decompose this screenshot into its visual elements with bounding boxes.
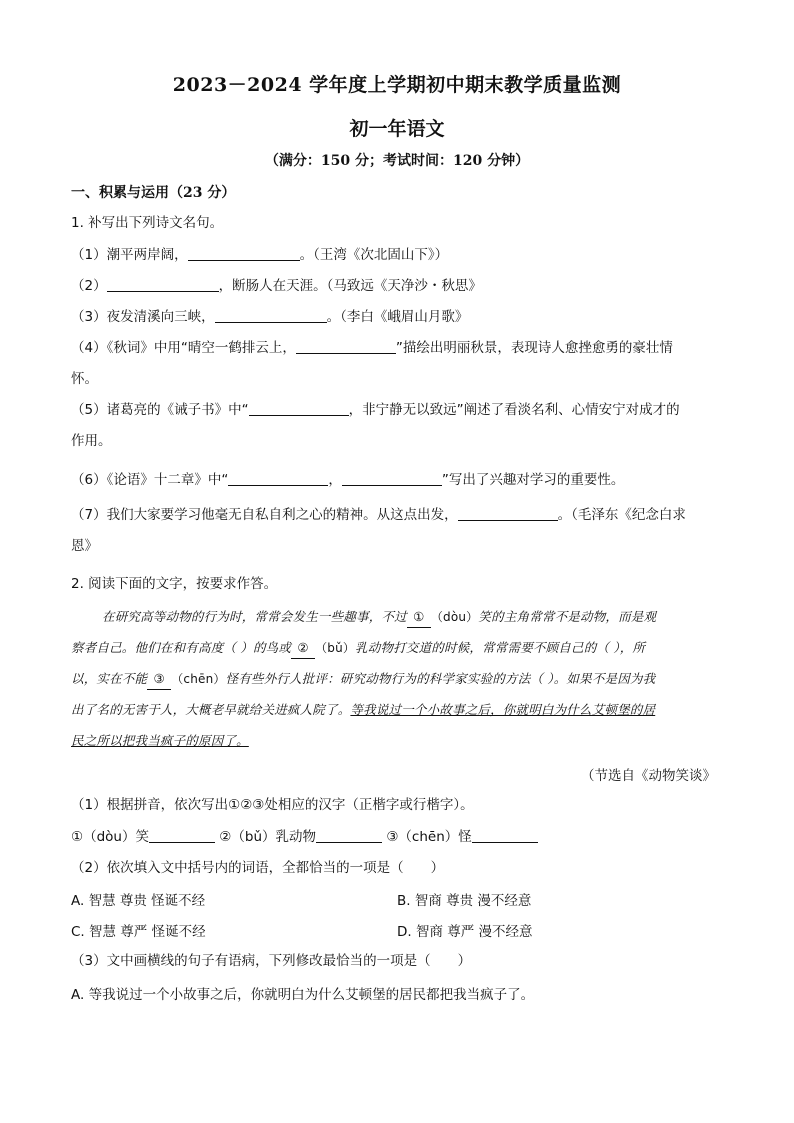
sub1-a-label: ①（dòu）笑 <box>71 829 149 845</box>
q1-item-2-pre: （2） <box>71 278 107 294</box>
passage-text: 乳动物打交道的时候，常常需要不顾自己的（ ），所 <box>355 640 646 655</box>
answer-blank[interactable] <box>107 276 219 292</box>
q2-sub3-stem: （3）文中画横线的句子有语病，下列修改最恰当的一项是（ ） <box>71 953 472 969</box>
passage-source: （节选自《动物笑谈》 <box>581 768 716 784</box>
underlined-sentence: 等我说过一个小故事之后，你就明白为什么艾顿堡的居 <box>350 702 656 717</box>
q1-item-4-post: ”描绘出明丽秋景，表现诗人愈挫愈勇的豪壮情 <box>395 340 673 356</box>
blank-marker-2: ② <box>291 638 315 659</box>
passage-text: 在研究高等动物的行为时，常常会发生一些趣事，不过 <box>102 609 407 624</box>
q1-item-3-pre: （3）夜发清溪向三峡， <box>71 309 215 325</box>
answer-blank[interactable] <box>228 470 328 486</box>
q1-item-7-cont: 恩》 <box>71 538 98 554</box>
answer-blank[interactable] <box>472 827 538 843</box>
exam-info: （满分：150 分；考试时间：120 分钟） <box>264 153 530 169</box>
q1-item-2 <box>71 276 482 296</box>
q1-item-1-pre: （1）潮平两岸阔， <box>71 247 188 263</box>
answer-blank[interactable] <box>316 827 382 843</box>
q1-item-3-post: 。（李白《峨眉山月歌》 <box>326 309 469 325</box>
q2-sub1-stem: （1）根据拼音，依次写出①②③处相应的汉字（正楷字或行楷字）。 <box>71 797 474 813</box>
answer-blank[interactable] <box>458 505 558 521</box>
q1-stem: 1. 补写出下列诗文名句。 <box>71 215 224 231</box>
section-heading: 一、积累与运用（23 分） <box>71 185 236 201</box>
q1-item-6-pre: （6）《论语》十二章》中“ <box>71 472 229 488</box>
option-a[interactable]: A. 等我说过一个小故事之后，你就明白为什么艾顿堡的居民都把我当疯子了。 <box>71 987 535 1003</box>
blank-marker-1: ① <box>407 607 431 628</box>
passage-line-4 <box>71 700 655 720</box>
option-c[interactable]: C. 智慧 尊严 怪诞不经 <box>71 924 206 940</box>
passage-line-3 <box>71 669 655 690</box>
pinyin-1: （dòu） <box>430 610 479 624</box>
q1-item-5-post: ，非宁静无以致远”阐述了看淡名利、心情安宁对成才的 <box>348 402 680 418</box>
option-d[interactable]: D. 智商 尊严 漫不经意 <box>397 924 533 940</box>
q1-item-3 <box>71 307 468 327</box>
blank-marker-3: ③ <box>147 669 171 690</box>
q1-item-5-cont: 作用。 <box>71 433 112 449</box>
sub1-b-label: ②（bǔ）乳动物 <box>219 829 317 845</box>
pinyin-3: （chēn） <box>171 672 226 686</box>
q1-item-6-mid: ， <box>328 472 342 488</box>
answer-blank[interactable] <box>342 470 442 486</box>
exam-subtitle: 初一年语文 <box>349 118 445 140</box>
answer-blank[interactable] <box>249 400 349 416</box>
passage-text: 以，实在不能 <box>71 671 148 686</box>
exam-title: 2023－2024 学年度上学期初中期末教学质量监测 <box>172 74 622 96</box>
passage-line-1 <box>102 607 656 628</box>
q1-item-1-post: 。（王湾《次北固山下》） <box>299 247 449 263</box>
q2-stem: 2. 阅读下面的文字，按要求作答。 <box>71 576 278 592</box>
q1-item-1 <box>71 245 448 265</box>
q2-sub2-stem: （2）依次填入文中括号内的词语，全都恰当的一项是（ ） <box>71 860 445 876</box>
q1-item-6 <box>71 470 624 490</box>
q1-item-4 <box>71 338 673 358</box>
q1-item-4-cont: 怀。 <box>71 371 98 387</box>
q1-item-6-post: ”写出了兴趣对学习的重要性。 <box>441 472 625 488</box>
passage-line-5: 民之所以把我当疯子的原因了。 <box>71 733 249 748</box>
q1-item-2-post: ，断肠人在天涯。（马致远《天净沙・秋思》 <box>218 278 482 294</box>
answer-blank[interactable] <box>296 338 396 354</box>
answer-blank[interactable] <box>149 827 215 843</box>
option-b[interactable]: B. 智商 尊贵 漫不经意 <box>397 893 532 909</box>
q1-item-5-pre: （5）诸葛亮的《诫子书》中“ <box>71 402 249 418</box>
answer-blank[interactable] <box>188 245 300 261</box>
q2-sub1-answers <box>71 827 538 847</box>
pinyin-2: （bǔ） <box>315 641 356 655</box>
passage-text: 察者自己。他们在和有高度（ ）的鸟或 <box>71 640 292 655</box>
q1-item-7 <box>71 505 686 525</box>
q1-item-7-post: 。（毛泽东《纪念白求 <box>557 507 686 523</box>
sub1-c-label: ③（chēn）怪 <box>386 829 472 845</box>
q1-item-5 <box>71 400 680 420</box>
passage-line-2 <box>71 638 645 659</box>
option-a[interactable]: A. 智慧 尊贵 怪诞不经 <box>71 893 206 909</box>
answer-blank[interactable] <box>215 307 327 323</box>
passage-text: 怪有些外行人批评：研究动物行为的科学家实验的方法（ ）。如果不是因为我 <box>225 671 656 686</box>
passage-text: 笑的主角常常不是动物，而是观 <box>478 609 657 624</box>
q1-item-4-pre: （4）《秋词》中用“晴空一鹤排云上， <box>71 340 296 356</box>
passage-text: 出了名的无害于人，大概老早就给关进疯人院了。 <box>71 702 351 717</box>
q1-item-7-pre: （7）我们大家要学习他毫无自私自利之心的精神。从这点出发， <box>71 507 458 523</box>
